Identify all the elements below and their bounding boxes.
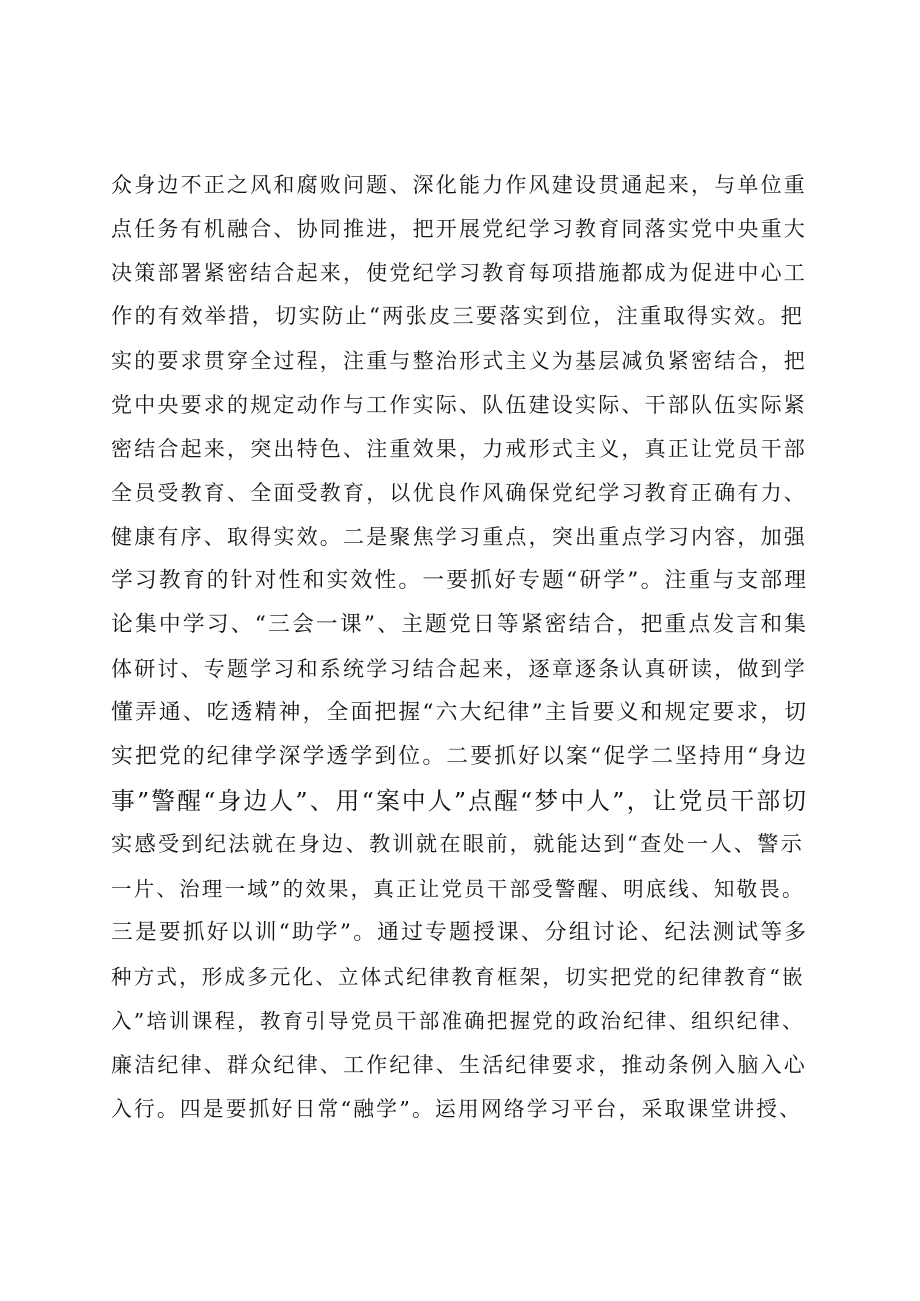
text-line-21: 廉洁纪律、群众纪律、工作纪律、生活纪律要求，推动条例入脑入心 (111, 1053, 807, 1077)
text-line-18: 三是要抓好以训“助学”。通过专题授课、分组讨论、纪法测试等多 (111, 920, 809, 945)
text-line-12: 体研讨、专题学习和系统学习结合起来，逐章逐条认真研读，做到学 (111, 657, 807, 681)
text-line-20: 入”培训课程，教育引导党员干部准确把握党的政治纪律、组织纪律、 (111, 1009, 805, 1033)
text-line-1: 众身边不正之风和腐败问题、深化能力作风建设贯通起来，与单位重 (111, 173, 807, 197)
text-line-11: 论集中学习、“三会一课”、主题党日等紧密结合，把重点发言和集 (111, 612, 809, 637)
text-line-16: 实感受到纪法就在身边、教训就在眼前，就能达到“查处一人、警示 (111, 832, 805, 857)
text-line-19: 种方式，形成多元化、立体式纪律教育框架，切实把党的纪律教育“嵌 (111, 965, 805, 989)
text-line-7: 密结合起来，突出特色、注重效果，力戒形式主义，真正让党员干部 (111, 437, 807, 461)
text-line-9: 健康有序、取得实效。二是聚焦学习重点，突出重点学习内容，加强 (111, 525, 807, 549)
text-line-10: 学习教育的针对性和实效性。一要抓好专题“研学”。注重与支部理 (111, 568, 809, 593)
text-line-2: 点任务有机融合、协同推进，把开展党纪学习教育同落实党中央重大 (111, 217, 807, 241)
text-line-6: 党中央要求的规定动作与工作实际、队伍建设实际、干部队伍实际紧 (111, 393, 807, 417)
text-line-22: 入行。四是要抓好日常“融学”。运用网络学习平台，采取课堂讲授、 (111, 1097, 803, 1121)
text-line-13: 懂弄通、吃透精神，全面把握“六大纪律”主旨要义和规定要求，切 (111, 700, 809, 725)
text-line-14: 实把党的纪律学深学透学到位。二要抓好以案“促学二坚持用“身边 (111, 744, 809, 769)
text-line-8: 全员受教育、全面受教育，以优良作风确保党纪学习教育正确有力、 (111, 481, 807, 505)
text-line-15: 事”警醒“身边人”、用“案中人”点醒“梦中人”，让党员干部切 (111, 787, 809, 815)
text-line-4: 作的有效举措，切实防止“两张皮三要落实到位，注重取得实效。把 (111, 304, 805, 329)
text-line-3: 决策部署紧密结合起来，使党纪学习教育每项措施都成为促进中心工 (111, 261, 807, 285)
text-line-5: 实的要求贯穿全过程，注重与整治形式主义为基层减负紧密结合，把 (111, 349, 807, 373)
text-line-17: 一片、治理一域”的效果，真正让党员干部受警醒、明底线、知敬畏。 (111, 877, 805, 901)
